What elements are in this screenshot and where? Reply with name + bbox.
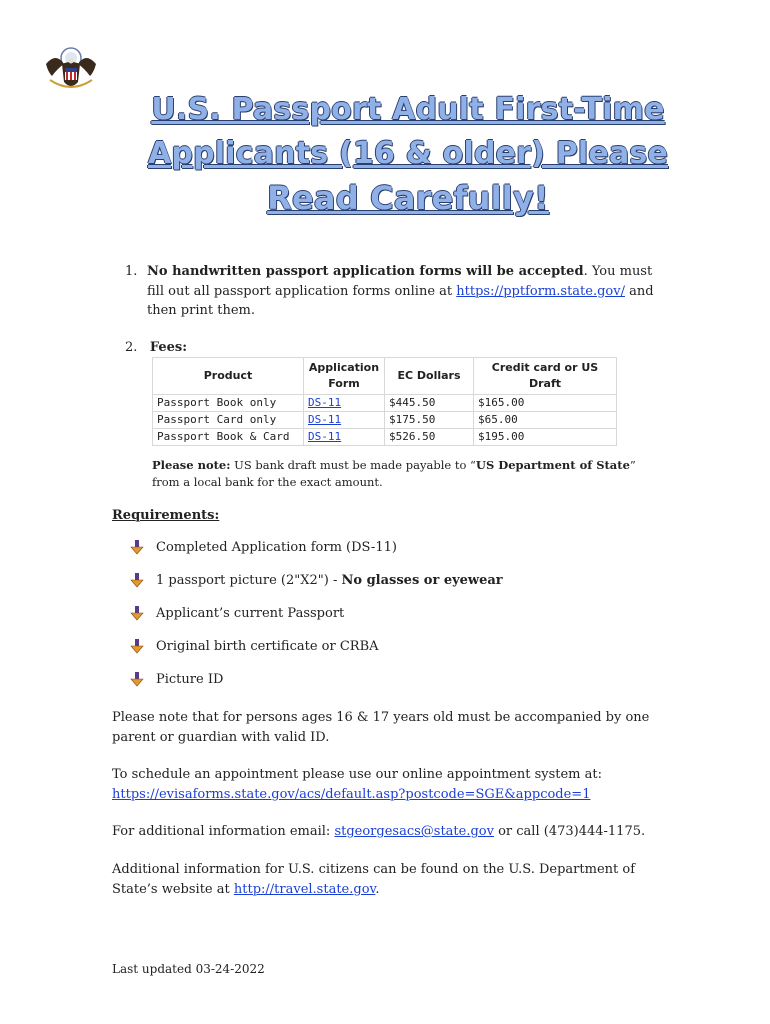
ec-dollars-cell: $445.50 — [385, 395, 474, 412]
arrow-down-bullet-icon — [130, 540, 144, 556]
arrow-down-bullet-icon — [130, 606, 144, 622]
ds11-link[interactable]: DS-11 — [308, 430, 342, 443]
list-item — [130, 639, 503, 672]
title-line-2: Applicants (16 & older) Please — [148, 136, 668, 171]
note-text-1: US bank draft must be made payable to “ — [230, 458, 476, 472]
fees-table-header — [153, 358, 617, 395]
email-text-b: or call (473)444-1175. — [493, 824, 646, 839]
email-link[interactable]: stgeorgesacs@state.gov — [334, 824, 494, 839]
ec-dollars-cell: $175.50 — [385, 412, 474, 429]
table-row — [153, 412, 617, 429]
credit-card-cell: $195.00 — [474, 429, 617, 446]
item-number: 1. — [125, 264, 138, 279]
citizens-paragraph — [112, 860, 672, 900]
minors-paragraph: Please note that for persons ages 16 & 17 years old must be accompanied by one parent or guardian with valid ID. — [112, 710, 650, 745]
no-handwritten-warning: No handwritten passport application forms will be accepted — [147, 264, 584, 279]
requirements-list — [130, 540, 503, 705]
ds11-link[interactable]: DS-11 — [308, 396, 342, 409]
title-line-3: Read Carefully! — [267, 179, 549, 217]
credit-card-cell: $65.00 — [474, 412, 617, 429]
citizens-text-b: . — [375, 882, 380, 897]
list-item — [130, 606, 503, 639]
header-application-form: Application Form — [304, 358, 385, 395]
arrow-down-bullet-icon — [130, 639, 144, 655]
fees-table — [152, 357, 617, 446]
credit-card-cell: $165.00 — [474, 395, 617, 412]
schedule-text: To schedule an appointment please use our online appointment system at: — [112, 767, 602, 782]
requirement-bold: No glasses or eyewear — [341, 573, 503, 588]
header-product: Product — [153, 358, 304, 395]
note-text-2: ” from a local bank for the exact amount. — [152, 458, 636, 489]
item1-text-a: . You must fill out all passport application forms online at — [147, 264, 653, 299]
requirement-text: 1 passport picture (2"X2") - — [156, 573, 342, 588]
header-credit-card: Credit card or US Draft — [474, 358, 617, 395]
table-row — [153, 395, 617, 412]
header-ec-dollars: EC Dollars — [385, 358, 474, 395]
list-item — [130, 672, 503, 705]
email-paragraph — [112, 822, 672, 842]
instruction-item-1 — [125, 262, 655, 321]
bank-draft-note — [152, 457, 652, 491]
table-row — [153, 429, 617, 446]
ec-dollars-cell: $526.50 — [385, 429, 474, 446]
requirement-text: Applicant’s current Passport — [156, 606, 345, 621]
requirement-text: Original birth certificate or CRBA — [156, 639, 379, 654]
item1-text-b: and then print them. — [147, 283, 654, 318]
email-text-a: For additional information email: — [112, 824, 335, 839]
requirement-text: Picture ID — [156, 672, 224, 687]
arrow-down-bullet-icon — [130, 573, 144, 589]
ds11-link[interactable]: DS-11 — [308, 413, 342, 426]
title-line-1: U.S. Passport Adult First-Time — [151, 92, 665, 127]
list-item — [130, 540, 503, 573]
requirement-text: Completed Application form (DS-11) — [156, 540, 397, 555]
us-seal-logo — [40, 34, 102, 96]
fees-heading — [125, 340, 187, 355]
last-updated: Last updated 03-24-2022 — [112, 962, 265, 976]
product-cell: Passport Card only — [153, 412, 304, 429]
page-title — [0, 88, 770, 220]
product-cell: Passport Book only — [153, 395, 304, 412]
appointment-system-link[interactable]: https://evisaforms.state.gov/acs/default.asp?postcode=SGE&appcode=1 — [112, 787, 591, 802]
fees-label: Fees: — [149, 340, 187, 355]
instruction-list — [125, 262, 655, 321]
item-number: 2. — [125, 340, 138, 355]
schedule-paragraph — [112, 765, 672, 805]
product-cell: Passport Book & Card — [153, 429, 304, 446]
list-item — [130, 573, 503, 606]
note-payee: US Department of State — [475, 458, 630, 472]
arrow-down-bullet-icon — [130, 672, 144, 688]
citizens-text-a: Additional information for U.S. citizens can be found on the U.S. Department of State’s website at — [112, 862, 636, 897]
pptform-link[interactable]: https://pptform.state.gov/ — [456, 283, 625, 299]
note-label: Please note: — [152, 458, 231, 472]
requirements-heading: Requirements: — [112, 508, 220, 523]
travel-state-link[interactable]: http://travel.state.gov — [233, 882, 376, 897]
